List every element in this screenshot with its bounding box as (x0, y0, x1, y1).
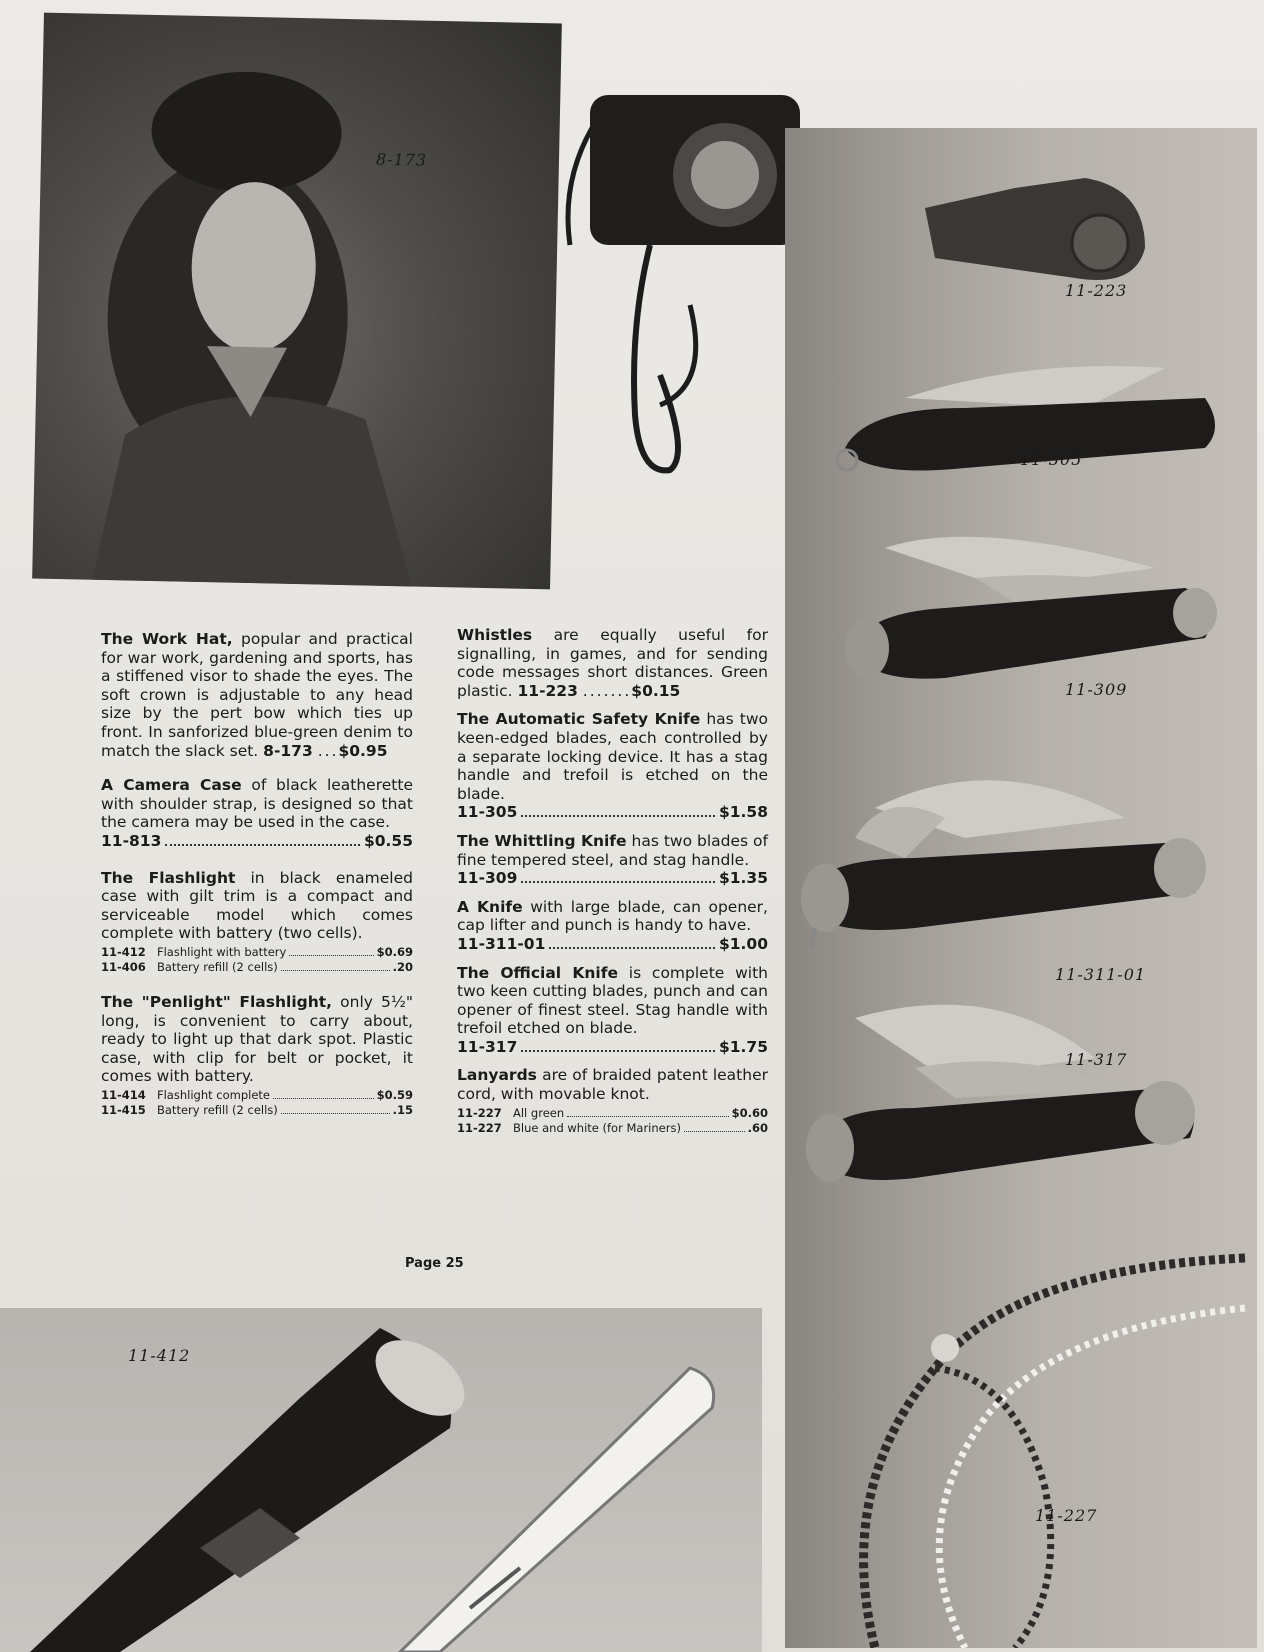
knife-317-code-label: 11-317 (1065, 1050, 1128, 1069)
whistles-title: Whistles (457, 626, 533, 644)
lanyard-green-desc: All green (513, 1105, 565, 1120)
safety-knife-code: 11-305 (457, 803, 518, 822)
official-knife-description (457, 964, 768, 1038)
knife-price-line (457, 935, 768, 954)
lanyard-blue-white-code: 11-227 (457, 1120, 502, 1135)
knife-305-code-label: 11-305 (1020, 450, 1083, 469)
flashlight-description (101, 869, 413, 943)
safety-knife-body: has two keen-edged blades, each controlled by a separate locking device. It has a stag handle and trefoil is etched on the blade. (457, 710, 768, 803)
work-hat-code: 8-173 (263, 741, 313, 760)
camera-case-price: $0.55 (363, 831, 413, 850)
battery-refill-row (101, 960, 413, 975)
knife-body: with large blade, can opener, cap lifter and punch is handy to have. (457, 897, 768, 935)
lanyard-green-code: 11-227 (457, 1105, 502, 1120)
work-hat-photo (32, 13, 562, 590)
flashlight-item-row (101, 945, 413, 960)
battery-refill-code: 11-406 (101, 959, 146, 974)
battery-refill-desc: Battery refill (2 cells) (157, 959, 278, 974)
official-knife-price-line (457, 1038, 768, 1057)
lanyard-blue-white-row (457, 1121, 768, 1136)
penlight-item-code: 11-414 (101, 1087, 146, 1102)
lanyard-green-price: $0.60 (731, 1105, 768, 1120)
camera-case-image (540, 75, 820, 505)
penlight-item-price: $0.59 (376, 1087, 413, 1102)
whittling-knife-title: The Whittling Knife (457, 831, 627, 850)
flashlight-body: in black enameled case with gilt trim is a compact and serviceable model which comes complete with battery (two cells). (101, 868, 413, 943)
official-knife-price: $1.75 (718, 1037, 768, 1056)
camera-case-code: 11-813 (101, 831, 162, 850)
whittling-knife-code: 11-309 (457, 869, 518, 888)
official-knife-body: is complete with two keen cutting blades, punch and can opener of finest steel. Stag handle with trefoil etched on blade. (457, 963, 768, 1038)
knife-title: A Knife (457, 897, 523, 916)
penlight-refill-row (101, 1103, 413, 1118)
knife-317-image (795, 978, 1235, 1208)
whistles-code: 11-223 (517, 681, 578, 700)
lanyards-description (457, 1066, 768, 1103)
safety-knife-price: $1.58 (718, 803, 768, 822)
penlight-item-row (101, 1088, 413, 1103)
lanyards-body: are of braided patent leather cord, with movable knot. (457, 1066, 768, 1104)
official-knife-title: The Official Knife (457, 963, 618, 982)
flashlight-title: The Flashlight (101, 868, 236, 887)
knife-price: $1.00 (718, 934, 768, 953)
knife-311-code-label: 11-311-01 (1055, 965, 1147, 984)
work-hat-description: The Work Hat, popular and practical for war work, gardening and sports, has a stiffened visor to shade the eyes. The soft crown is adjustable to any head size by the pert bow which ties up front. In sanforized blue-green denim to match the slack set. 8-173 ...$0.95 (101, 630, 413, 760)
work-hat-price: $0.95 (338, 741, 388, 760)
camera-case-description (101, 776, 413, 832)
flashlights-image (0, 1308, 762, 1652)
flashlights-photo (0, 1308, 762, 1652)
whistles-price: $0.15 (631, 681, 681, 700)
whistle-code-label: 11-223 (1065, 281, 1128, 300)
camera-case-body: of black leatherette with shoulder strap, is designed so that the camera may be used in the case. (101, 776, 413, 832)
safety-knife-title: The Automatic Safety Knife (457, 710, 701, 729)
penlight-body: only 5½" long, is convenient to carry about, ready to light up that dark spot. Plastic case, with clip for belt or pocket, it comes with battery. (101, 992, 413, 1086)
whistles-description: Whistles are equally useful for signalling, in games, and for sending code messages short distances. Green plastic. 11-223 .......$0.15 (457, 626, 768, 700)
whittling-knife-price-line (457, 869, 768, 888)
camera-case-price-line (101, 832, 413, 851)
whistles-body: are equally useful for signalling, in games, and for sending code messages short distances. Green plastic. (457, 626, 768, 700)
flashlight-item-desc: Flashlight with battery (157, 944, 287, 959)
battery-refill-price: .20 (392, 959, 413, 974)
lanyard-blue-white-desc: Blue and white (for Mariners) (513, 1120, 681, 1135)
flashlight-item-price: $0.69 (376, 944, 413, 959)
camera-case-title: A Camera Case (101, 776, 242, 795)
penlight-refill-price: .15 (392, 1102, 413, 1117)
penlight-item-desc: Flashlight complete (157, 1087, 270, 1102)
safety-knife-description (457, 710, 768, 803)
flashlight-item-code: 11-412 (101, 944, 146, 959)
page-number: Page 25 (405, 1256, 464, 1271)
lanyard-code-label: 11-227 (1035, 1506, 1098, 1525)
knife-description (457, 898, 768, 935)
penlight-refill-desc: Battery refill (2 cells) (157, 1102, 278, 1117)
whittling-knife-description (457, 832, 768, 869)
knife-309-code-label: 11-309 (1065, 680, 1128, 699)
knife-309-image (825, 518, 1245, 698)
penlight-refill-code: 11-415 (101, 1102, 146, 1117)
official-knife-code: 11-317 (457, 1037, 518, 1056)
accessories-board-photo (785, 128, 1257, 1648)
woman-silhouette (32, 13, 562, 590)
flashlight-code-label: 11-412 (128, 1346, 191, 1365)
safety-knife-price-line (457, 803, 768, 822)
catalog-column-right (457, 626, 768, 1136)
knife-311-image (795, 748, 1235, 948)
work-hat-body: popular and practical for war work, gardening and sports, has a stiffened visor to shade the eyes. The soft crown is adjustable to any head size by the pert bow which ties up front. In sanforized blue-green denim to match the slack set. (101, 630, 413, 760)
penlight-description (101, 993, 413, 1086)
knife-code: 11-311-01 (457, 934, 546, 953)
hat-code-label: 8-173 (375, 149, 428, 170)
whittling-knife-body: has two blades of fine tempered steel, and stag handle. (457, 831, 768, 869)
lanyard-image (815, 1228, 1255, 1648)
work-hat-title: The Work Hat, (101, 630, 233, 648)
penlight-title: The "Penlight" Flashlight, (101, 992, 333, 1011)
catalog-column-left (101, 630, 413, 1118)
lanyard-blue-white-price: .60 (747, 1120, 768, 1135)
lanyard-green-row (457, 1106, 768, 1121)
lanyards-title: Lanyards (457, 1066, 537, 1085)
whittling-knife-price: $1.35 (718, 869, 768, 888)
whistle-image (925, 148, 1165, 298)
